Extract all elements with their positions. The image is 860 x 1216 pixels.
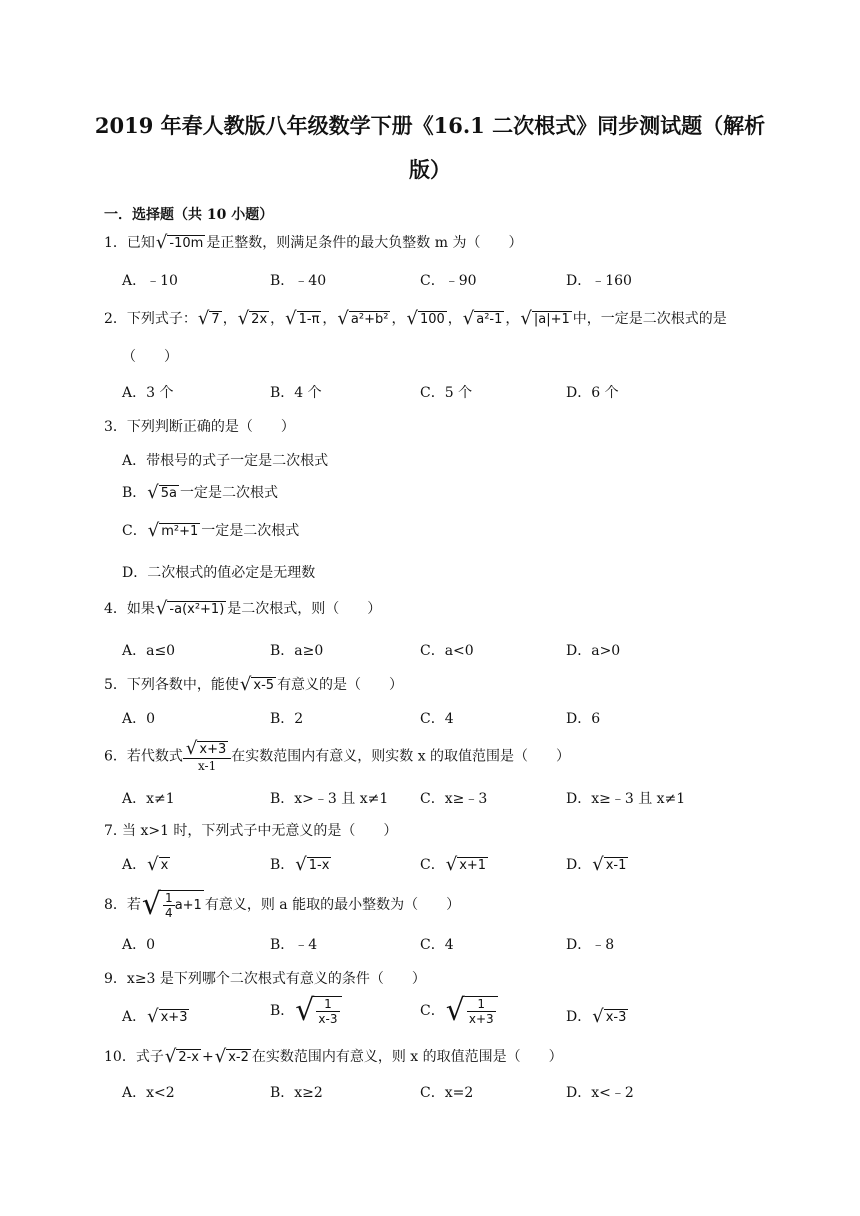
radical-expression: √ m²+1	[147, 520, 199, 541]
question-7: 当 x>1 时，下列式子中无意义的是（ ）	[122, 823, 398, 839]
radical-expression: √ x-2	[214, 1046, 249, 1067]
radical-expression: √ x-3	[592, 1006, 627, 1027]
radical-expression: √ 2x	[237, 308, 268, 329]
option-d: D．﹣8	[566, 937, 615, 953]
option-c: C．x≥﹣3	[420, 791, 488, 807]
option-c: C．√ $\frac{1}{x+3}$	[420, 996, 499, 1026]
option-a: A．带根号的式子一定是二次根式	[122, 453, 329, 469]
radical-expression: √ -a(x²+1)	[155, 598, 225, 619]
question-5: 5．下列各数中，能使√ x-5 有意义的是（ ）	[104, 674, 404, 695]
radical-expression: √ $\frac{1}{x-3}$	[295, 996, 341, 1026]
question-9: 9．x≥3 是下列哪个二次根式有意义的条件（ ）	[104, 971, 426, 987]
radical-expression: √ 100	[406, 308, 445, 329]
radical-expression: √ x+1	[445, 854, 487, 875]
option-d: D．a>0	[566, 643, 621, 659]
radical-expression: √ x+3	[147, 1006, 188, 1027]
option-a: A．3 个	[122, 385, 174, 401]
radical-expression: √ 7	[197, 308, 220, 329]
option-a: A．x≠1	[122, 791, 175, 807]
question-6: 6．若代数式 $\frac{√ x+3}{x-1}$ 在实数范围内有意义，则实数 x 的取值范围是（ ）	[104, 738, 571, 773]
radical-expression: √ x-5	[239, 674, 275, 695]
document-title-line2: 版）	[409, 157, 451, 182]
radical-expression: √ a²+b²	[337, 308, 389, 329]
option-a: A．√ x	[122, 854, 169, 875]
option-a: A．a≤0	[122, 643, 176, 659]
option-a: A．0	[122, 711, 156, 727]
radical-expression: √ $\frac{1}{x+3}$	[446, 996, 498, 1026]
option-d: D．√ x-3	[566, 1006, 627, 1027]
option-d: D．﹣160	[566, 273, 632, 289]
question-2: 2．下列式子：√ 7 ，√ 2x ，√ 1-π ，√ a²+b² ，√ 100 ，√ a²-1 ，√ |a|+1 中，一定是二次根式的是	[104, 308, 727, 329]
radical-expression: √ 1-π	[285, 308, 320, 329]
radical-expression: √ 2-x	[164, 1046, 199, 1067]
radical-expression: √ $\frac{1}{4}$ a+1	[141, 887, 202, 922]
radical-expression: √ |a|+1	[520, 308, 570, 329]
option-b: B．2	[270, 711, 304, 727]
radical-expression: √ 1-x	[295, 854, 330, 875]
radical-expression: √ x-1	[592, 854, 627, 875]
option-c: C．4	[420, 711, 454, 727]
answer-paren: （ ）	[122, 349, 178, 365]
radical-expression: √ 5a	[147, 482, 178, 503]
question-7-number: 7．	[104, 823, 127, 839]
option-b: B．√ 1-x	[270, 854, 330, 875]
option-c: C．5 个	[420, 385, 473, 401]
option-b: B．x>﹣3 且 x≠1	[270, 791, 389, 807]
option-d: D．x<﹣2	[566, 1085, 634, 1101]
option-c: C．a<0	[420, 643, 474, 659]
option-b: B．a≥0	[270, 643, 324, 659]
option-d: D．6 个	[566, 385, 619, 401]
option-d: D．√ x-1	[566, 854, 627, 875]
option-a: A．﹣10	[122, 273, 178, 289]
option-c: C．x=2	[420, 1085, 474, 1101]
option-d: D．二次根式的值必定是无理数	[122, 565, 316, 581]
option-b: B．﹣40	[270, 273, 327, 289]
radical-expression: √ x	[147, 854, 169, 875]
question-1: 1．已知√ -10m 是正整数，则满足条件的最大负整数 m 为（ ）	[104, 232, 523, 253]
option-c: C．4	[420, 937, 454, 953]
option-d: D．x≥﹣3 且 x≠1	[566, 791, 686, 807]
radical-expression: √ a²-1	[462, 308, 503, 329]
question-3: 3．下列判断正确的是（ ）	[104, 419, 295, 435]
option-c: C．√ m²+1 一定是二次根式	[122, 520, 300, 541]
option-b: B．4 个	[270, 385, 322, 401]
document-title-line1: 2019 年春人教版八年级数学下册《16.1 二次根式》同步测试题（解析	[94, 113, 766, 138]
option-c: C．√ x+1	[420, 854, 487, 875]
radical-expression: √ -10m	[155, 232, 204, 253]
option-a: A．x<2	[122, 1085, 175, 1101]
option-c: C．﹣90	[420, 273, 477, 289]
question-8: 8．若√ $\frac{1}{4}$ a+1 有意义，则 a 能取的最小整数为（ ）	[104, 887, 461, 922]
question-10: 10．式子√ 2-x +√ x-2 在实数范围内有意义，则 x 的取值范围是（ ）	[104, 1046, 563, 1067]
option-a: A．0	[122, 937, 156, 953]
question-4: 4．如果√ -a(x²+1) 是二次根式，则（ ）	[104, 598, 382, 619]
section-heading: 一．选择题（共 10 小题）	[104, 207, 274, 223]
option-b: B．√ 5a 一定是二次根式	[122, 482, 279, 503]
option-d: D．6	[566, 711, 601, 727]
option-b: B．√ $\frac{1}{x-3}$	[270, 996, 343, 1026]
fraction-expression: $\frac{√ x+3}{x-1}$	[183, 740, 231, 773]
option-b: B．x≥2	[270, 1085, 323, 1101]
option-a: A．√ x+3	[122, 1006, 188, 1027]
option-b: B．﹣4	[270, 937, 318, 953]
